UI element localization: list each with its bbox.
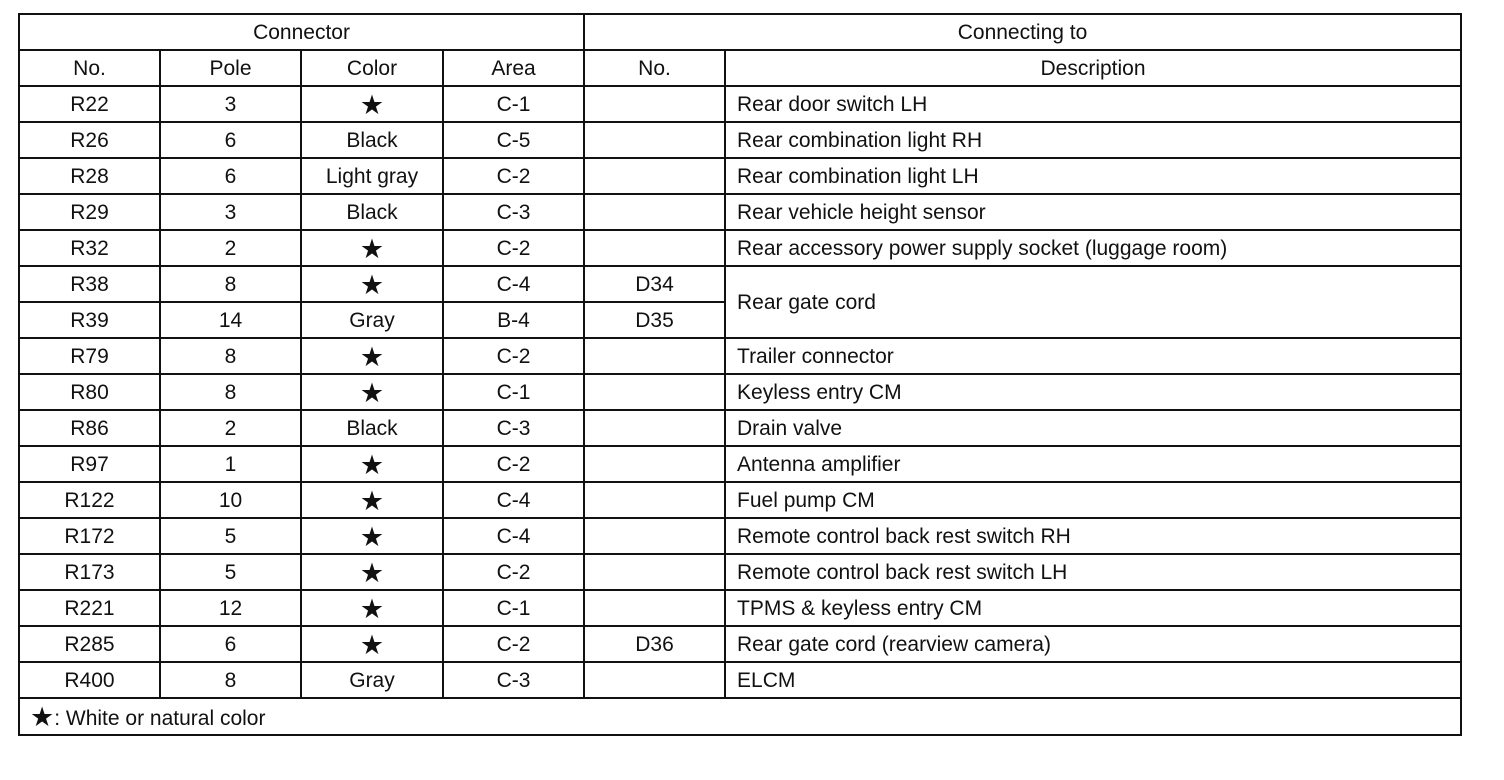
cell-connecting-no bbox=[584, 482, 725, 518]
cell-no: R97 bbox=[19, 446, 160, 482]
star-icon: ★ bbox=[359, 629, 385, 660]
cell-connecting-no bbox=[584, 410, 725, 446]
cell-no: R172 bbox=[19, 518, 160, 554]
cell-color bbox=[301, 518, 443, 554]
cell-pole: 8 bbox=[160, 266, 301, 302]
cell-pole: 8 bbox=[160, 374, 301, 410]
cell-no: R86 bbox=[19, 410, 160, 446]
table-row bbox=[19, 266, 1461, 302]
cell-no: R26 bbox=[19, 122, 160, 158]
cell-no: R122 bbox=[19, 482, 160, 518]
star-icon: ★ bbox=[359, 485, 385, 516]
table-row bbox=[19, 194, 1461, 230]
cell-connecting-no bbox=[584, 158, 725, 194]
cell-area: C-2 bbox=[443, 446, 584, 482]
table-row bbox=[19, 374, 1461, 410]
cell-pole: 3 bbox=[160, 194, 301, 230]
cell-area: C-1 bbox=[443, 86, 584, 122]
header-column-row bbox=[19, 50, 1461, 86]
cell-area: C-2 bbox=[443, 158, 584, 194]
table-row bbox=[19, 662, 1461, 698]
cell-description: Trailer connector bbox=[725, 338, 1461, 374]
cell-no: R38 bbox=[19, 266, 160, 302]
cell-no: R32 bbox=[19, 230, 160, 266]
cell-color: Black bbox=[301, 410, 443, 446]
header-no: No. bbox=[19, 50, 160, 86]
cell-area: C-3 bbox=[443, 194, 584, 230]
cell-description: Rear gate cord (rearview camera) bbox=[725, 626, 1461, 662]
cell-description: Antenna amplifier bbox=[725, 446, 1461, 482]
header-color: Color bbox=[301, 50, 443, 86]
cell-area: C-4 bbox=[443, 482, 584, 518]
header-connecting-no: No. bbox=[584, 50, 725, 86]
table-row bbox=[19, 230, 1461, 266]
cell-no: R221 bbox=[19, 590, 160, 626]
header-connecting-to: Connecting to bbox=[584, 14, 1461, 50]
cell-area: C-2 bbox=[443, 554, 584, 590]
cell-connecting-no bbox=[584, 374, 725, 410]
table-row bbox=[19, 86, 1461, 122]
cell-no: R80 bbox=[19, 374, 160, 410]
cell-connecting-no bbox=[584, 338, 725, 374]
cell-pole: 6 bbox=[160, 626, 301, 662]
connector-table-container bbox=[18, 13, 1462, 736]
cell-connecting-no bbox=[584, 194, 725, 230]
cell-pole: 2 bbox=[160, 230, 301, 266]
header-group-row bbox=[19, 14, 1461, 50]
table-row bbox=[19, 482, 1461, 518]
cell-area: C-5 bbox=[443, 122, 584, 158]
cell-area: B-4 bbox=[443, 302, 584, 338]
cell-pole: 6 bbox=[160, 158, 301, 194]
header-connector: Connector bbox=[19, 14, 584, 50]
cell-description: Remote control back rest switch LH bbox=[725, 554, 1461, 590]
cell-area: C-2 bbox=[443, 230, 584, 266]
cell-description: Drain valve bbox=[725, 410, 1461, 446]
cell-no: R400 bbox=[19, 662, 160, 698]
cell-connecting-no bbox=[584, 554, 725, 590]
header-description: Description bbox=[725, 50, 1461, 86]
footnote bbox=[19, 698, 1461, 735]
cell-color bbox=[301, 374, 443, 410]
table-row bbox=[19, 590, 1461, 626]
cell-description: Rear combination light LH bbox=[725, 158, 1461, 194]
header-area: Area bbox=[443, 50, 584, 86]
table-row bbox=[19, 410, 1461, 446]
cell-pole: 8 bbox=[160, 662, 301, 698]
star-icon: ★ bbox=[359, 377, 385, 408]
star-icon: ★ bbox=[359, 89, 385, 120]
cell-pole: 12 bbox=[160, 590, 301, 626]
cell-connecting-no: D36 bbox=[584, 626, 725, 662]
cell-color: Gray bbox=[301, 302, 443, 338]
cell-description: Remote control back rest switch RH bbox=[725, 518, 1461, 554]
cell-connecting-no bbox=[584, 518, 725, 554]
star-icon: ★ bbox=[359, 449, 385, 480]
cell-pole: 5 bbox=[160, 518, 301, 554]
star-icon: ★ bbox=[359, 233, 385, 264]
cell-connecting-no: D35 bbox=[584, 302, 725, 338]
cell-description: Rear vehicle height sensor bbox=[725, 194, 1461, 230]
cell-color bbox=[301, 482, 443, 518]
table-row bbox=[19, 122, 1461, 158]
cell-color bbox=[301, 446, 443, 482]
footnote-row bbox=[19, 698, 1461, 735]
cell-color: Black bbox=[301, 194, 443, 230]
connector-table bbox=[18, 13, 1462, 736]
cell-pole: 14 bbox=[160, 302, 301, 338]
table-row bbox=[19, 518, 1461, 554]
cell-color: Light gray bbox=[301, 158, 443, 194]
cell-connecting-no bbox=[584, 86, 725, 122]
cell-color bbox=[301, 266, 443, 302]
header-pole: Pole bbox=[160, 50, 301, 86]
table-row bbox=[19, 446, 1461, 482]
cell-no: R29 bbox=[19, 194, 160, 230]
cell-connecting-no bbox=[584, 230, 725, 266]
cell-area: C-2 bbox=[443, 626, 584, 662]
cell-description: ELCM bbox=[725, 662, 1461, 698]
cell-no: R285 bbox=[19, 626, 160, 662]
cell-area: C-3 bbox=[443, 662, 584, 698]
cell-description: Rear door switch LH bbox=[725, 86, 1461, 122]
cell-color bbox=[301, 338, 443, 374]
cell-connecting-no: D34 bbox=[584, 266, 725, 302]
cell-description: Fuel pump CM bbox=[725, 482, 1461, 518]
cell-connecting-no bbox=[584, 590, 725, 626]
cell-pole: 5 bbox=[160, 554, 301, 590]
cell-no: R173 bbox=[19, 554, 160, 590]
table-row bbox=[19, 158, 1461, 194]
cell-color: Gray bbox=[301, 662, 443, 698]
cell-connecting-no bbox=[584, 662, 725, 698]
cell-color bbox=[301, 626, 443, 662]
star-icon: ★ bbox=[359, 269, 385, 300]
cell-description: Rear combination light RH bbox=[725, 122, 1461, 158]
cell-color bbox=[301, 86, 443, 122]
cell-pole: 3 bbox=[160, 86, 301, 122]
cell-pole: 1 bbox=[160, 446, 301, 482]
cell-pole: 8 bbox=[160, 338, 301, 374]
table-row bbox=[19, 554, 1461, 590]
cell-area: C-2 bbox=[443, 338, 584, 374]
cell-description: Rear accessory power supply socket (luggage room) bbox=[725, 230, 1461, 266]
cell-pole: 10 bbox=[160, 482, 301, 518]
cell-area: C-3 bbox=[443, 410, 584, 446]
cell-pole: 6 bbox=[160, 122, 301, 158]
star-icon: ★ bbox=[359, 557, 385, 588]
cell-no: R28 bbox=[19, 158, 160, 194]
cell-color bbox=[301, 230, 443, 266]
star-icon: ★ bbox=[30, 702, 55, 732]
cell-connecting-no bbox=[584, 122, 725, 158]
cell-area: C-1 bbox=[443, 374, 584, 410]
cell-connecting-no bbox=[584, 446, 725, 482]
footnote-text: : White or natural color bbox=[54, 707, 266, 730]
table-row bbox=[19, 338, 1461, 374]
star-icon: ★ bbox=[359, 593, 385, 624]
star-icon: ★ bbox=[359, 521, 385, 552]
cell-color bbox=[301, 554, 443, 590]
cell-area: C-4 bbox=[443, 266, 584, 302]
cell-pole: 2 bbox=[160, 410, 301, 446]
cell-area: C-1 bbox=[443, 590, 584, 626]
cell-description: Keyless entry CM bbox=[725, 374, 1461, 410]
cell-color bbox=[301, 590, 443, 626]
table-row bbox=[19, 626, 1461, 662]
cell-no: R79 bbox=[19, 338, 160, 374]
cell-no: R39 bbox=[19, 302, 160, 338]
cell-description: Rear gate cord bbox=[725, 266, 1461, 338]
star-icon: ★ bbox=[359, 341, 385, 372]
cell-no: R22 bbox=[19, 86, 160, 122]
cell-area: C-4 bbox=[443, 518, 584, 554]
cell-description: TPMS & keyless entry CM bbox=[725, 590, 1461, 626]
cell-color: Black bbox=[301, 122, 443, 158]
